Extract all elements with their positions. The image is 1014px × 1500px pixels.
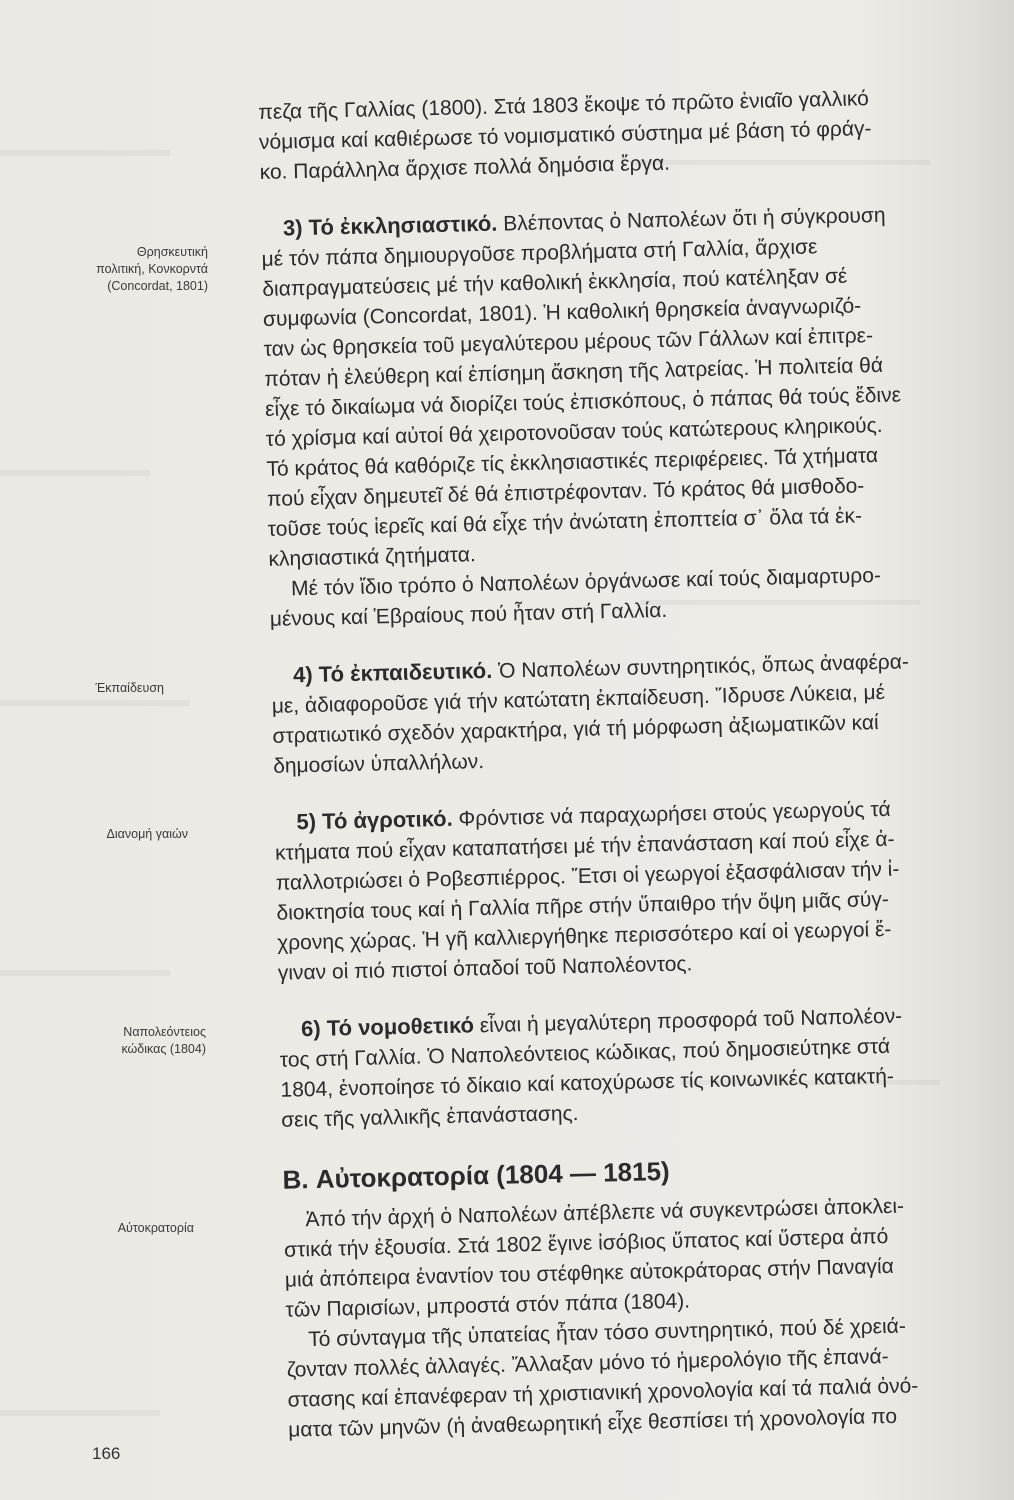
main-text-column (258, 81, 1014, 1446)
text-line: κτήματα πού εἶχαν καταπατήσει μέ τήν ἐπανάσταση καί πού εἶχε ἀ- (274, 827, 895, 865)
text-line: χρονης χώρας. Ἡ γῆ καλλιεργήθηκε περισσότερο καί οἱ γεωργοί ἔ- (276, 917, 892, 955)
text-line: κο. Παράλληλα ἄρχισε πολλά δημόσια ἔργα. (259, 151, 671, 184)
text-span: Ὁ Ναπολέων συντηρητικός, ὅπως ἀναφέρα- (492, 650, 910, 683)
margin-note-napoleonic-code (6, 1024, 206, 1058)
text-line: πεζα τῆς Γαλλίας (1800). Στά 1803 ἔκοψε τό πρῶτο ἑνιαῖο γαλλικό (258, 87, 870, 124)
text-line: τος στή Γαλλία. Ὁ Ναπολεόντειος κώδικας, πού δημοσιεύτηκε στά (279, 1034, 891, 1072)
text-line: μιά ἀπόπειρα ἐναντίον του στέφθηκε αὐτοκράτορας στήν Παναγία (284, 1254, 895, 1292)
text-line: Μέ τόν ἴδιο τρόπο ὁ Ναπολέων ὀργάνωσε καί τούς διαμαρτυρο- (290, 563, 882, 601)
section-b-title: B. Αὐτοκρατορία (1804 — 1815) (282, 1155, 670, 1195)
text-line: συμφωνία (Concordat, 1801). Ἡ καθολική θρησκεία ἀναγνωριζό- (262, 294, 862, 331)
text-line: ταν ὡς θρησκεία τοῦ μεγαλύτερου μέρους τῶν Γάλλων καί ἐπιτρε- (263, 324, 874, 361)
text-line: τῶν Παρισίων, μπροστά στόν πάπα (1804). (285, 1289, 691, 1322)
text-line: ζονταν πολλές ἀλλαγές. Ἄλλαξαν μόνο τό ἡμερολόγιο τῆς ἐπανά- (286, 1345, 889, 1382)
text-line: μέ τόν πάπα δημιουργοῦσε προβλήματα στή Γαλλία, ἄρχισε (261, 235, 818, 271)
section-3-heading: 3) Τό ἐκκλησιαστικό. (282, 210, 498, 241)
text-line: διαπραγματεύσεις μέ τήν καθολική ἐκκλησία, πού κατέληξαν σέ (262, 264, 848, 301)
text-line: Τό κράτος θά καθόριζε τίς ἐκκλησιαστικές περιφέρειες. Τά χτήματα (266, 444, 879, 481)
text-line: ματα τῶν μηνῶν (ἡ ἀναθεωρητική εἶχε θεσπίσει τή χρονολογία πο (287, 1404, 898, 1442)
text-line: πού εἶχαν δημευτεῖ δέ θά ἐπιστρέφονταν. Τό κράτος θά μισθοδο- (266, 474, 865, 511)
text-line: κλησιαστικά ζητήματα. (268, 543, 477, 571)
text-line: Τό σύνταγμα τῆς ὑπατείας ἦταν τόσο συντηρητικό, πού δέ χρειά- (307, 1314, 907, 1352)
margin-note-line: (Concordat, 1801) (107, 279, 208, 293)
text-line: παλλοτριώσει ὁ Ροβεσπιέρρος. Ἔτσι οἱ γεωργοί ἐξασφάλισαν τήν ἰ- (275, 857, 900, 895)
margin-note-empire: Αύτοκρατορία (117, 1221, 194, 1235)
margin-note-education: Έκπαίδευση (95, 681, 164, 695)
text-line: εἶχε τό δικαίωμα νά διορίζει τούς ἐπισκόπους, ὁ πάπας θά τούς ἔδινε (264, 383, 902, 421)
text-line: γιναν οἱ πιό πιστοί ὀπαδοί τοῦ Ναπολέοντος. (277, 952, 693, 985)
text-line: με, ἀδιαφοροῦσε γιά τήν κατώτατη ἐκπαίδευση. Ἵδρυσε Λύκεια, μέ (271, 680, 886, 718)
page-number: 166 (92, 1444, 121, 1463)
margin-note-line: Θρησκευτική (136, 245, 208, 259)
text-line: στρατιωτικό σχεδόν χαρακτήρα, γιά τή μόρφωση ἀξιωματικῶν καί (272, 711, 879, 748)
text-line: σεις τῆς γαλλικῆς ἐπανάστασης. (280, 1101, 579, 1132)
text-span: Βλέποντας ὁ Ναπολέων ὅτι ἡ σύγκρουση (497, 203, 886, 236)
text-span: εἶναι ἡ μεγαλύτερη προσφορά τοῦ Ναπολέον- (473, 1004, 903, 1038)
margin-note-line: πολιτική, Κονκορντά (96, 262, 208, 276)
text-line: 1804, ἑνοποίησε τό δίκαιο καί κατοχύρωσε τίς κοινωνικές κατακτή- (280, 1064, 895, 1102)
margin-note-religious-policy (8, 244, 208, 295)
text-line: στικά τήν ἐξουσία. Στά 1802 ἔγινε ἰσόβιος ὕπατος καί ὕστερα ἀπό (283, 1224, 889, 1262)
text-line: διοκτησία τους καί ἡ Γαλλία πῆρε στήν ὕπαιθρο τήν ὄψη μιᾶς σύγ- (276, 887, 890, 925)
section-5-heading: 5) Τό ἀγροτικό. (296, 805, 453, 835)
text-line: Ἀπό τήν ἀρχή ὁ Ναπολέων ἀπέβλεπε νά συγκεντρώσει ἀποκλει- (305, 1194, 905, 1232)
section-4-heading: 4) Τό ἐκπαιδευτικό. (292, 657, 493, 688)
text-span: Φρόντισε νά παραχωρήσει στούς γεωργούς τά (452, 797, 891, 831)
text-line: δημοσίων ὑπαλλήλων. (272, 750, 485, 778)
section-6-heading: 6) Τό νομοθετικό (300, 1012, 475, 1042)
text-line: τό χρίσμα καί αὐτοί θά χειροτονοῦσαν τούς κατώτερους κληρικούς. (265, 413, 883, 451)
margin-note-line: Ναπολεόντειος (123, 1025, 206, 1039)
margin-note-line: κώδικας (1804) (121, 1042, 206, 1056)
text-line: τοῦσε τούς ἱερεῖς καί θά εἶχε τήν ἀνώτατη ἐποπτεία σ᾽ ὅλα τά ἐκ- (267, 504, 863, 541)
text-line: πόταν ἡ ἐλεύθερη καί ἐπίσημη ἄσκηση τῆς λατρείας. Ἡ πολιτεία θά (264, 353, 884, 391)
text-line: στασης καί ἐπανέφεραν τή χριστιανική χρονολογία καί τά παλιά ὀνό- (287, 1374, 919, 1412)
text-line: νόμισμα καί καθιέρωσε τό νομισματικό σύστημα μέ βάση τό φράγ- (258, 117, 872, 154)
text-line: μένους καί Ἑβραίους πού ἦταν στή Γαλλία. (269, 598, 668, 631)
margin-note-land-distribution: Διανομή γαιών (106, 827, 188, 841)
